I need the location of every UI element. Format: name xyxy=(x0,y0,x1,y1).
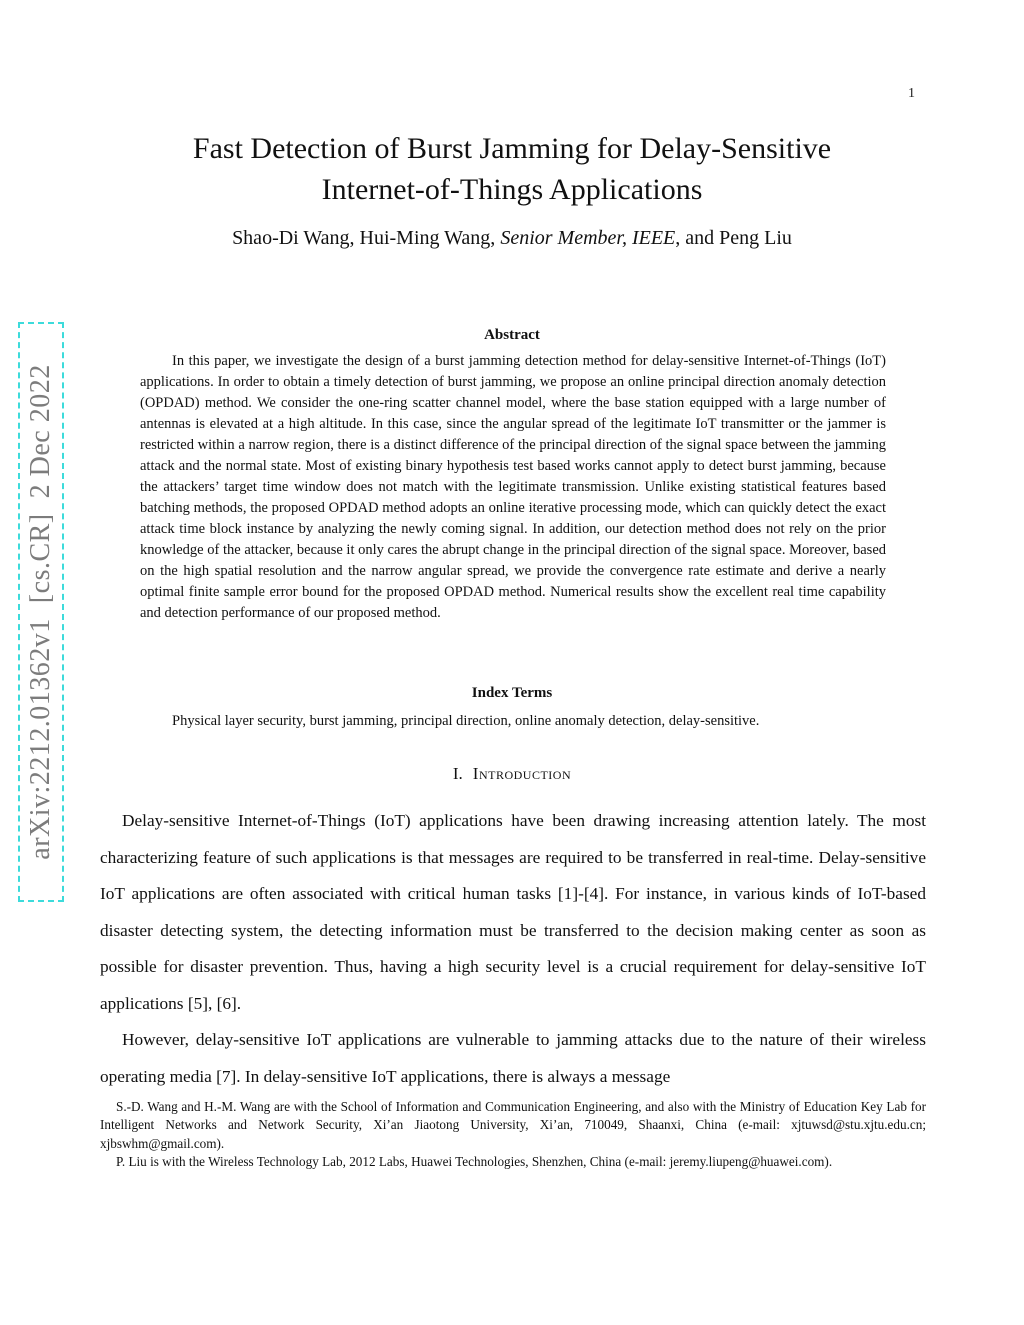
intro-paragraph-2: However, delay-sensitive IoT applications are vulnerable to jamming attacks due to the nature of their wireless operating media [7]. In delay-sensitive IoT applications, there is always a message xyxy=(100,1030,926,1086)
title-line-2: Internet-of-Things Applications xyxy=(321,173,703,206)
section-number: I. xyxy=(452,764,463,783)
paper-title xyxy=(0,128,1024,210)
index-terms-text: Physical layer security, burst jamming, principal direction, online anomaly detection, delay-sensitive. xyxy=(172,713,760,729)
abstract-heading: Abstract xyxy=(484,327,540,343)
index-terms-heading: Index Terms xyxy=(471,685,553,701)
page-number: 1 xyxy=(908,86,915,101)
author-names-left: Shao-Di Wang, Hui-Ming Wang, xyxy=(232,227,501,249)
section-heading-introduction xyxy=(0,764,1024,784)
authors-line xyxy=(0,227,1024,250)
section-title: Introduction xyxy=(472,764,572,783)
abstract-text: In this paper, we investigate the design of a burst jamming detection method for delay-sensitive Internet-of-Things (IoT) applications. In order to obtain a timely detection of burst jamming, we propose an online principal direction anomaly detection (OPDAD) method. We consider the one-ring scatter channel model, where the base station equipped with a large number of antennas is elevated at a high altitude. In this case, since the angular spread of the legitimate IoT transmitter or the jammer is restricted within a narrow region, there is a distinct difference of the principal direction of the signal space between the jamming attack and the normal state. Most of existing binary hypothesis test based works cannot apply to detect burst jamming, because the attackers’ target time window does not match with the legitimate transmission. Unlike existing statistical features based batching methods, the proposed OPDAD method adopts an online iterative processing mode, which can quickly detect the exact attack time block instance by analyzing the newly coming signal. In addition, our detection method does not rely on the prior knowledge of the attacker, because it only cares the abrupt change in the principal direction of the signal space. Moreover, based on the high spatial resolution and the narrow angular spread, we provide the convergence rate estimate and derive a nearly optimal finite sample error bound for the proposed OPDAD method. Numerical results show the excellent real time capability and detection performance of our proposed method. xyxy=(140,353,886,621)
arxiv-watermark xyxy=(18,322,64,902)
author-membership: Senior Member, IEEE xyxy=(500,227,676,249)
arxiv-watermark-text: arXiv:2212.01362v1 [cs.CR] 2 Dec 2022 xyxy=(25,364,56,860)
title-line-1: Fast Detection of Burst Jamming for Delay-Sensitive xyxy=(192,132,832,165)
footnote-2: P. Liu is with the Wireless Technology Lab, 2012 Labs, Huawei Technologies, Shenzhen, China (e-mail: jeremy.liupeng@huawei.com). xyxy=(116,1153,833,1169)
footnote-block xyxy=(100,1098,926,1171)
author-names-right: , and Peng Liu xyxy=(675,227,792,249)
footnote-1: S.-D. Wang and H.-M. Wang are with the School of Information and Communication Engineering, and also with the Ministry of Education Key Lab for Intelligent Networks and Network Security, Xi’an Jiaotong University, Xi’an, 710049, Shaanxi, China (e-mail: xjtuwsd@stu.xjtu.edu.cn; xjbswhm@gmail.com). xyxy=(100,1099,926,1151)
intro-paragraph-1: Delay-sensitive Internet-of-Things (IoT) applications have been drawing increasing attention lately. The most characterizing feature of such applications is that messages are required to be transferred in real-time. Delay-sensitive IoT applications are often associated with critical human tasks [1]-[4]. For instance, in various kinds of IoT-based disaster detecting system, the detecting information must be transferred to the decision making center as soon as possible for disaster prevention. Thus, having a high security level is a crucial requirement for delay-sensitive IoT applications [5], [6]. xyxy=(100,811,926,1013)
